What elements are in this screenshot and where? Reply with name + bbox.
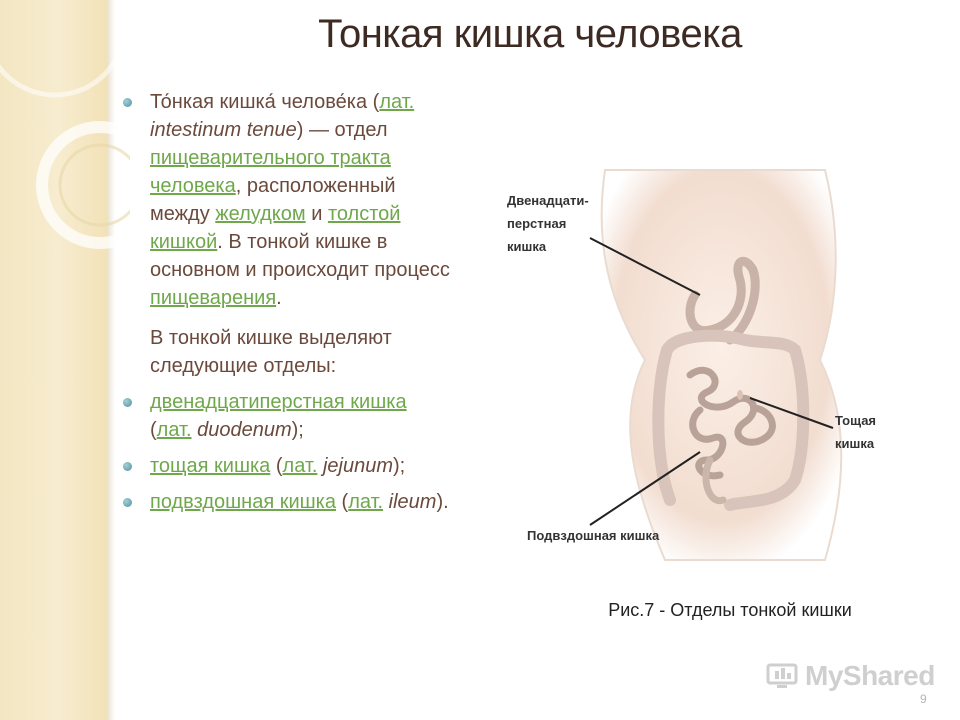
link-duodenum[interactable]: двенадцатиперстная кишка	[150, 391, 407, 413]
link-digestion[interactable]: пищеварения	[150, 287, 277, 309]
list-item: тощая кишка (лат. jejunum);	[120, 452, 450, 480]
lat-link[interactable]: лат.	[348, 491, 384, 513]
brand-text: MyShared	[805, 660, 935, 691]
figure-caption: Рис.7 - Отделы тонкой кишки	[608, 600, 852, 620]
bullet-list	[120, 88, 450, 516]
list-item: подвздошная кишка (лат. ileum).	[120, 488, 450, 516]
navel	[737, 390, 743, 400]
lat-link[interactable]: лат.	[379, 91, 415, 113]
label-ileum: Подвздошная кишка	[527, 528, 660, 543]
label-duodenum-line1: Двенадцати-	[507, 193, 589, 208]
page-number: 9	[920, 692, 927, 706]
label-jejunum-line1: Тощая	[835, 413, 877, 428]
mysh-logo-icon	[765, 661, 799, 691]
bullet-icon	[123, 98, 132, 107]
label-duodenum-line2: перстная	[507, 216, 567, 231]
lat-link[interactable]: лат.	[156, 419, 192, 441]
link-stomach[interactable]: желудком	[215, 203, 306, 225]
list-item: двенадцатиперстная кишка (лат. duodenum);	[120, 388, 450, 444]
link-digestive-tract[interactable]: пищеварительного тракта	[150, 147, 391, 169]
label-duodenum-line3: кишка	[507, 239, 547, 254]
bullet-icon	[123, 398, 132, 407]
link-colon[interactable]: толстой кишкой	[150, 203, 401, 253]
intro-paragraph: То́нкая кишка́ челове́ка (лат. intestinum tenue) — отдел пищеварительного тракта человека, расположенный между желудком и толстой кишкой. В тонкой кишке в основном и происходит процесс пищеварения.	[120, 88, 450, 312]
brand-watermark	[765, 656, 935, 696]
lat-link[interactable]: лат.	[282, 455, 318, 477]
bullet-icon	[123, 498, 132, 507]
link-jejunum[interactable]: тощая кишка	[150, 455, 271, 477]
label-jejunum-line2: кишка	[835, 436, 875, 451]
bullet-icon	[123, 462, 132, 471]
decorative-circles	[0, 0, 130, 300]
link-ileum[interactable]: подвздошная кишка	[150, 491, 336, 513]
slide-title: Тонкая кишка человека	[318, 12, 742, 56]
intestine-illustration	[495, 160, 895, 570]
link-human[interactable]: человека	[150, 175, 236, 197]
sections-intro: В тонкой кишке выделяют следующие отделы:	[150, 327, 392, 377]
